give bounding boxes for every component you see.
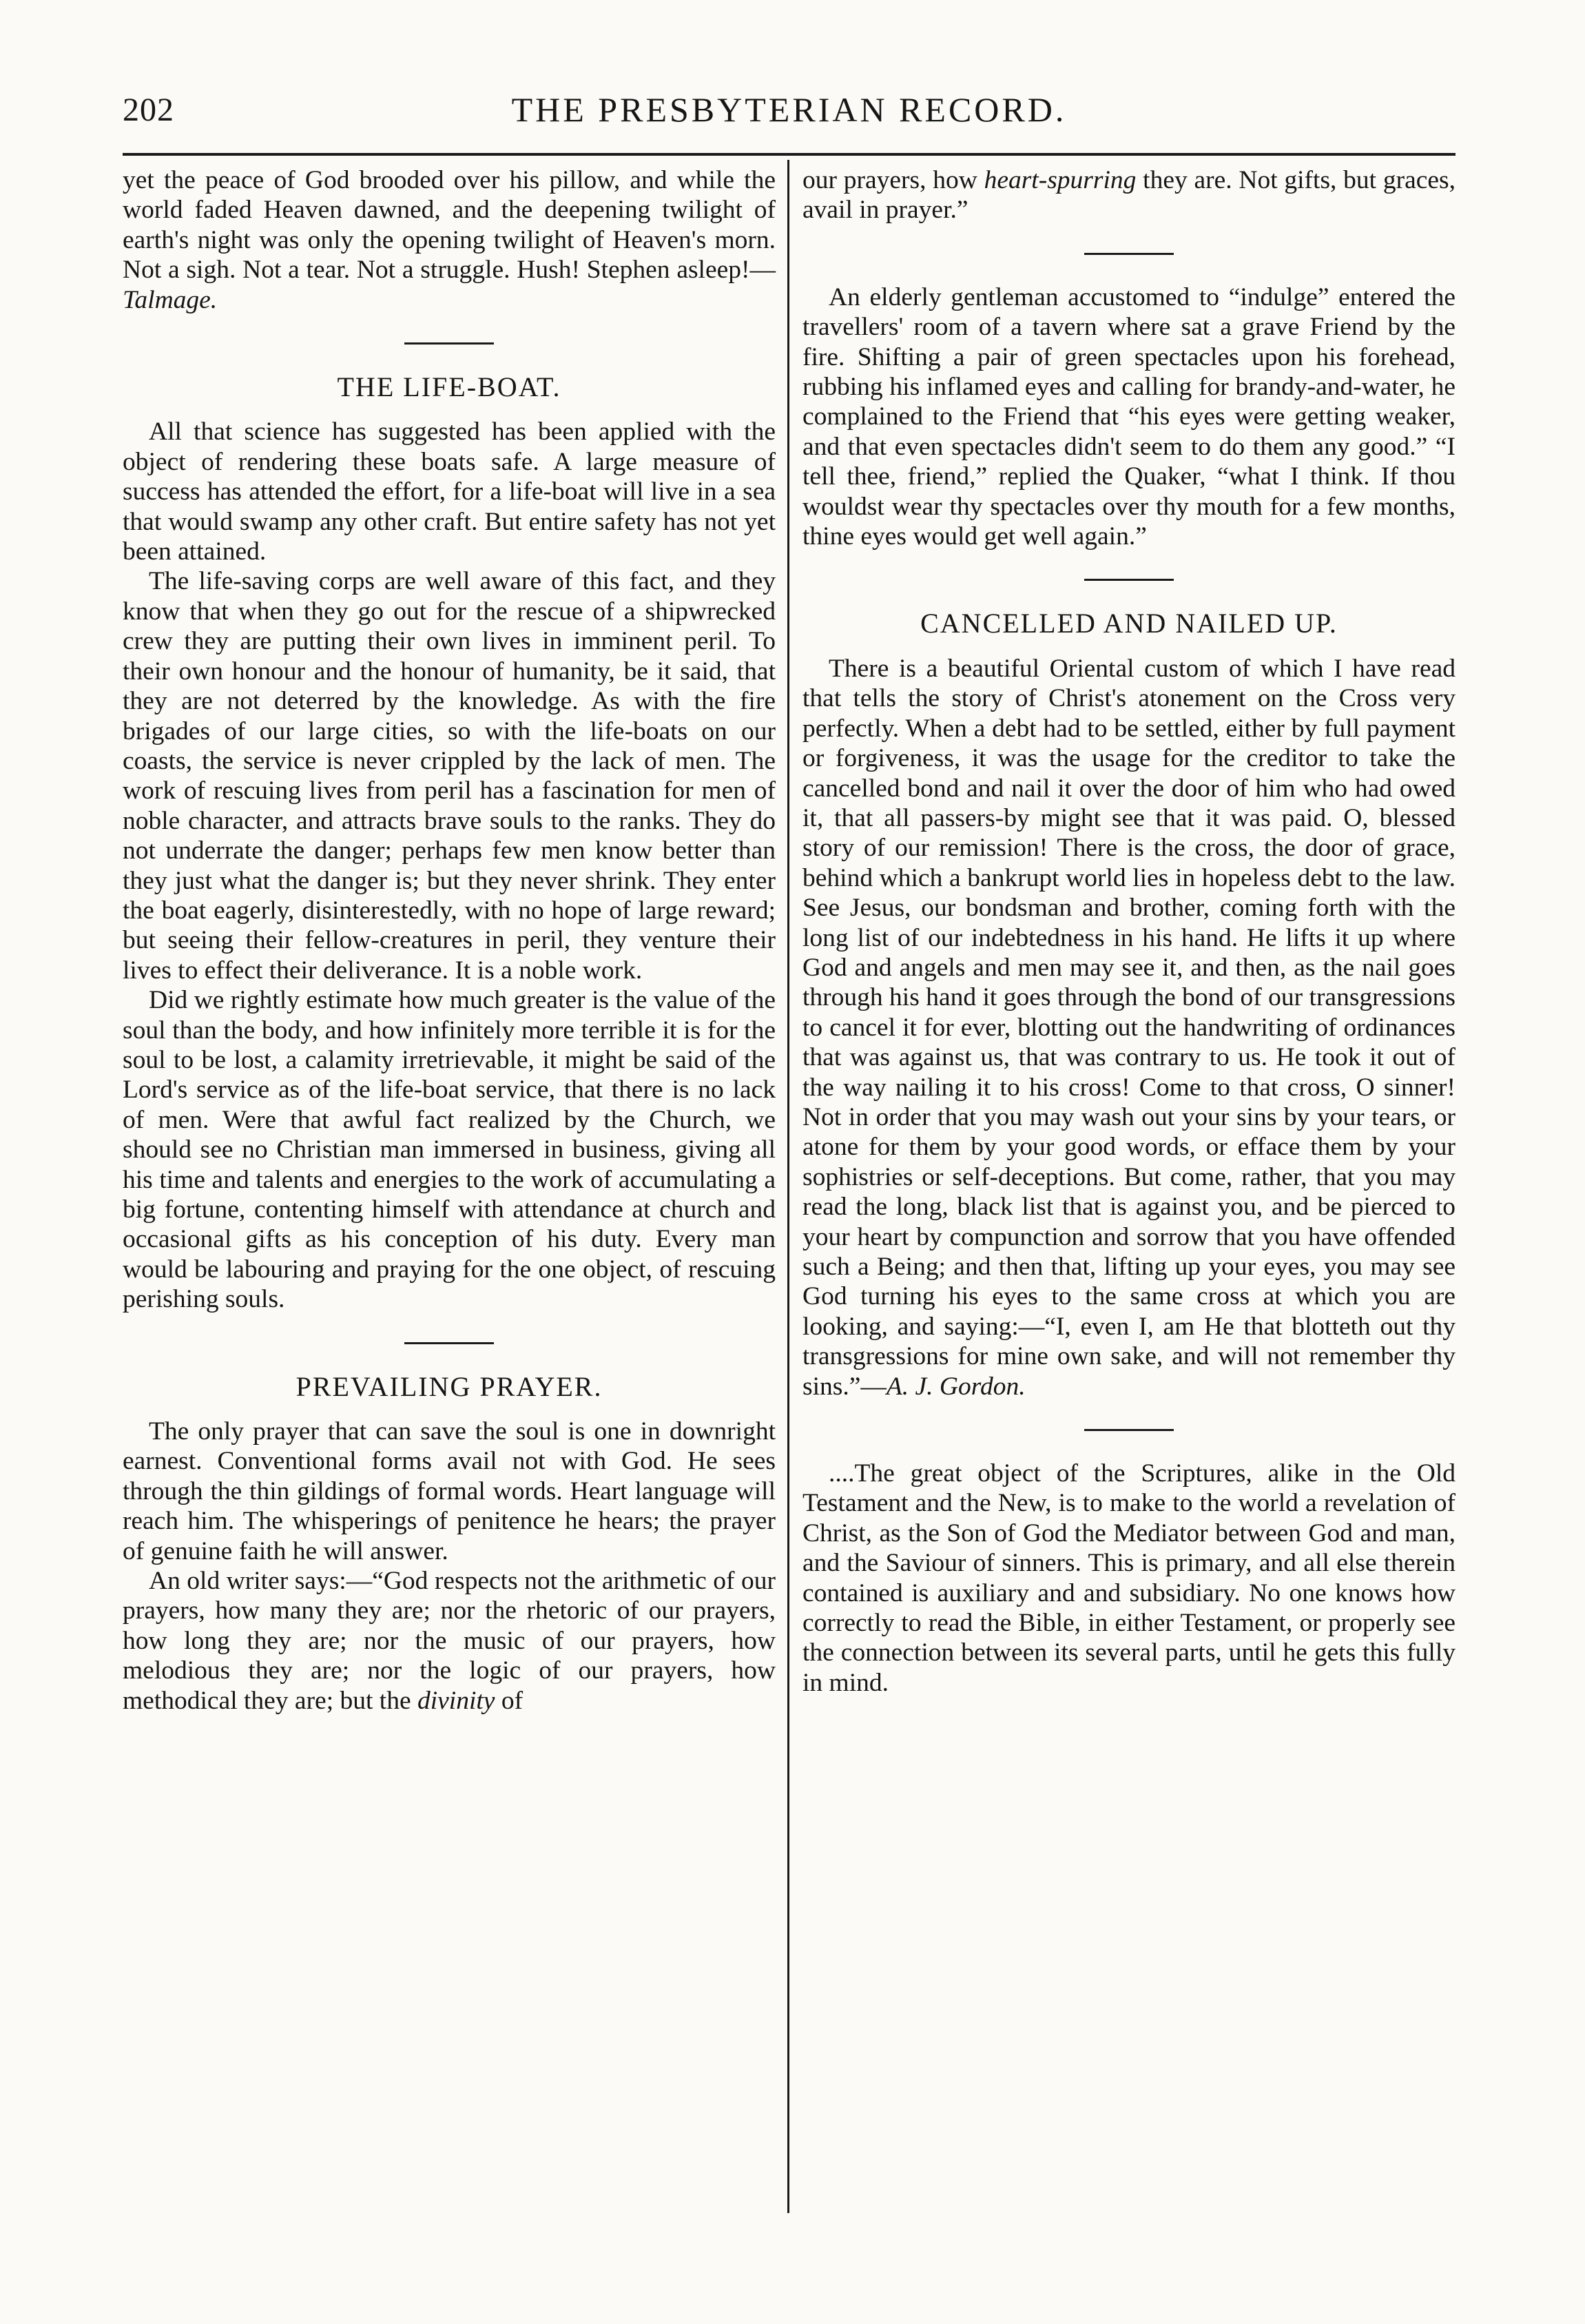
section-rule <box>1084 1429 1174 1431</box>
header-rule <box>123 153 1455 156</box>
lifeboat-heading: THE LIFE-BOAT. <box>337 371 561 403</box>
section-rule <box>404 1342 494 1344</box>
section-rule <box>1084 579 1174 581</box>
prayer-continued-text: our prayers, how <box>802 166 984 194</box>
prayer-paragraph-quote <box>123 1566 776 1716</box>
prayer-heading: PREVAILING PRAYER. <box>296 1370 603 1402</box>
prayer-continued-end: they are. Not gifts, but graces, avail in prayer.” <box>802 166 1455 225</box>
cancelled-text: There is a beautiful Oriental custom of which I have read that tells the story of Christ's atonement on the Cross very perfectly. When a debt had to be settled, either by full payment or forgiveness, it was the usage for the creditor to take the cancelled bond and nail it over the door of him who had owed it, that all passers-by might see that it was paid. O, blessed story of our remission! There is the cross, the door of grace, behind which a bankrupt world lies in hopeless debt to the law. See Jesus, our bondsman and brother, coming forth with the long list of our indebtedness in his hand. He lifts it up where God and angels and men may see it, and then, as the nail goes through his hand it goes through the bond of our transgressions to cancel it for ever, blotting out the handwriting of ordinances that was against us, that was contrary to us. He took it out of the way nailing it to his cross! Come to that cross, O sinner! Not in order that you may wash out your sins by your tears, or atone for them by your good words, or efface them by your sophistries or self-deceptions. But come, rather, that you may read the long, black list that is against you, and be pierced to your heart by compunction and sorrow that you have offended such a Being; and then that, lifting up your eyes, you may see God turning his eyes to the same cross at which you are looking, and saying:—“I, even I, am He that blotteth out thy transgressions for mine own sake, and will not remember thy sins.”— <box>802 654 1455 1401</box>
intro-attribution: Talmage. <box>123 285 218 314</box>
prayer-quote-italic: divinity <box>417 1686 495 1715</box>
prayer-continued-italic: heart-spurring <box>984 166 1137 194</box>
column-divider <box>787 160 789 2213</box>
page-number: 202 <box>123 92 174 128</box>
right-column <box>802 165 1455 1698</box>
cancelled-paragraph <box>802 654 1455 1401</box>
cancelled-attribution: A. J. Gordon. <box>886 1372 1026 1401</box>
page-header <box>123 84 1455 139</box>
prayer-paragraph: The only prayer that can save the soul is one in downright earnest. Conventional forms avail not with God. He sees through the thin gildings of formal words. Heart language will reach him. The whisperings of penitence he hears; the prayer of genuine faith he will answer. <box>123 1417 776 1565</box>
intro-paragraph <box>123 165 776 315</box>
prayer-quote-text: An old writer says:—“God respects not the arithmetic of our prayers, how many they are; nor the rhetoric of our prayers, how long they are; nor the music of our prayers, how melodious they are; nor the logic of our prayers, how methodical they are; but the <box>123 1567 776 1715</box>
spectacles-paragraph: An elderly gentleman accustomed to “indulge” entered the travellers' room of a tavern where sat a grave Friend by the fire. Shifting a pair of green spectacles upon his forehead, rubbing his inflamed eyes and calling for brandy-and-water, he complained to the Friend that “his eyes were getting weaker, and that even spectacles didn't seem to do them any good.” “I tell thee, friend,” replied the Quaker, “what I think. If thou wouldst wear thy spectacles over thy mouth for a few months, thine eyes would get well again.” <box>802 282 1455 551</box>
scriptures-paragraph: ....The great object of the Scriptures, alike in the Old Testament and the New, is to make to the world a revelation of Christ, as the Son of God the Mediator between God and man, and the Saviour of sinners. This is primary, and all else therein contained is auxiliary and and subsidiary. No one knows how correctly to read the Bible, in either Testament, or properly see the connection between its several parts, until he gets this fully in mind. <box>802 1459 1455 1697</box>
prayer-quote-end: of <box>495 1686 524 1715</box>
section-rule <box>1084 253 1174 255</box>
lifeboat-paragraph: Did we rightly estimate how much greater is the value of the soul than the body, and how infinitely more terrible it is for the soul to be lost, a calamity irretrievable, it might be said of the Lord's service as of the life-boat service, that there is no lack of men. Were that awful fact realized by the Church, we should see no Christian man immersed in business, giving all his time and talents and energies to the work of accumulating a big fortune, contenting himself with attendance at church and occasional gifts as his conception of his duty. Every man would be labouring and praying for the one object, of rescuing perishing souls. <box>123 986 776 1314</box>
running-title: THE PRESBYTERIAN RECORD. <box>511 90 1067 129</box>
lifeboat-paragraph: All that science has suggested has been applied with the object of rendering these boats safe. A large measure of success has attended the effort, for a life-boat will live in a sea that would swamp any other craft. But entire safety has not yet been attained. <box>123 418 776 566</box>
prayer-continued <box>802 165 1455 225</box>
intro-text: yet the peace of God brooded over his pillow, and while the world faded Heaven dawned, and the deepening twilight of earth's night was only the opening twilight of Heaven's morn. Not a sigh. Not a tear. Not a struggle. Hush! Stephen asleep!— <box>123 166 776 285</box>
cancelled-heading: CANCELLED AND NAILED UP. <box>920 608 1338 639</box>
section-rule <box>404 342 494 345</box>
left-column <box>123 165 776 1716</box>
lifeboat-paragraph: The life-saving corps are well aware of this fact, and they know that when they go out for the rescue of a shipwrecked crew they are putting their own lives in imminent peril. To their own honour and the honour of humanity, be it said, that they are not deterred by the knowledge. As with the fire brigades of our large cities, so with the life-boats on our coasts, the service is never crippled by the lack of men. The work of rescuing lives from peril has a fascination for men of noble character, and attracts brave souls to the ranks. They do not underrate the danger; perhaps few men know better than they just what the danger is; but they never shrink. They enter the boat eagerly, disinterestedly, with no hope of large reward; but seeing their fellow-creatures in peril, they venture their lives to effect their deliverance. It is a noble work. <box>123 567 776 985</box>
